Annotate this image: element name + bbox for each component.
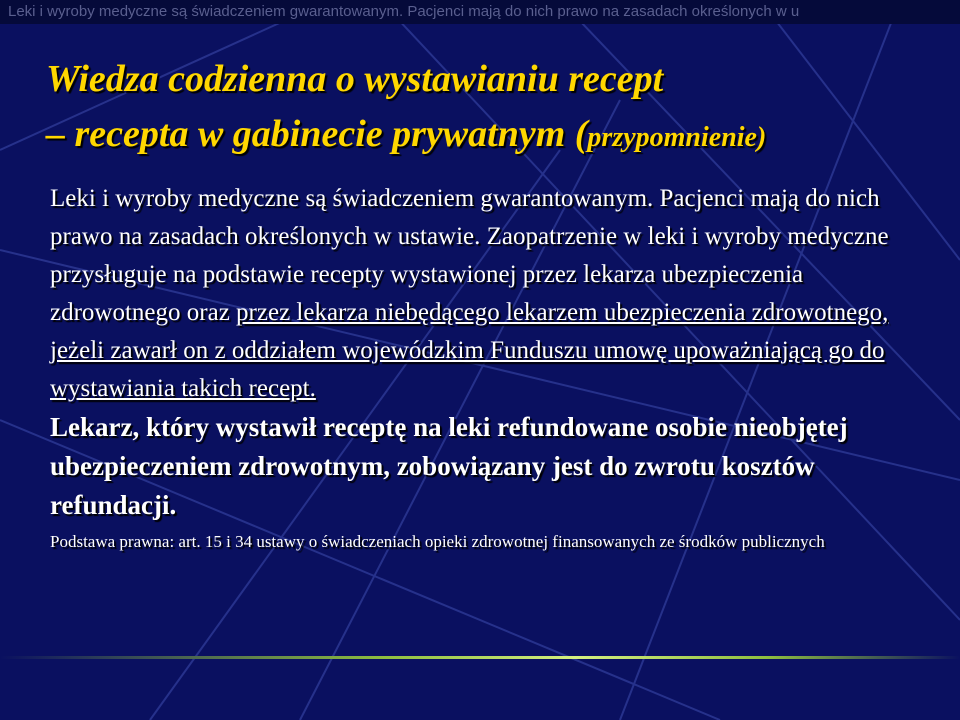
paragraph-regulations — [50, 180, 920, 408]
paragraph-regulations-underlined: przez lekarza niebędącego lekarzem ubezpieczenia zdrowotnego, jeżeli zawarł on z oddziałem wojewódzkim Funduszu umowę upoważniającą go do wystawiania takich recept. — [50, 299, 889, 402]
header-text: Leki i wyroby medyczne są świadczeniem gwarantowanym. Pacjenci mają do nich prawo na zasadach określonych w u — [8, 3, 800, 20]
title-line-2 — [46, 107, 936, 165]
paragraph-obligation: Lekarz, który wystawił receptę na leki refundowane osobie nieobjętej ubezpieczeniem zdrowotnym, zobowiązany jest do zwrotu kosztów refundacji. — [50, 412, 848, 520]
header-strip — [0, 0, 960, 24]
slide-body — [50, 180, 920, 553]
title-line-2-main: – recepta w gabinecie prywatnym ( — [46, 113, 588, 155]
title-line-1: Wiedza codzienna o wystawianiu recept — [46, 58, 664, 100]
slide-title — [46, 52, 936, 165]
paragraph-regulations-plain: Leki i wyroby medyczne są świadczeniem gwarantowanym. Pacjenci mają do nich prawo na zasadach określonych w ustawie. Zaopatrzenie w leki i wyroby medyczne przysługuje na podstawie recepty wystawionej przez lekarza ubezpieczenia zdrowotnego oraz — [50, 185, 889, 326]
title-line-2-small: przypomnienie) — [587, 122, 767, 153]
legal-basis: Podstawa prawna: art. 15 i 34 ustawy o świadczeniach opieki zdrowotnej finansowanych ze środków publicznych — [50, 532, 825, 551]
footer-divider — [0, 656, 960, 659]
